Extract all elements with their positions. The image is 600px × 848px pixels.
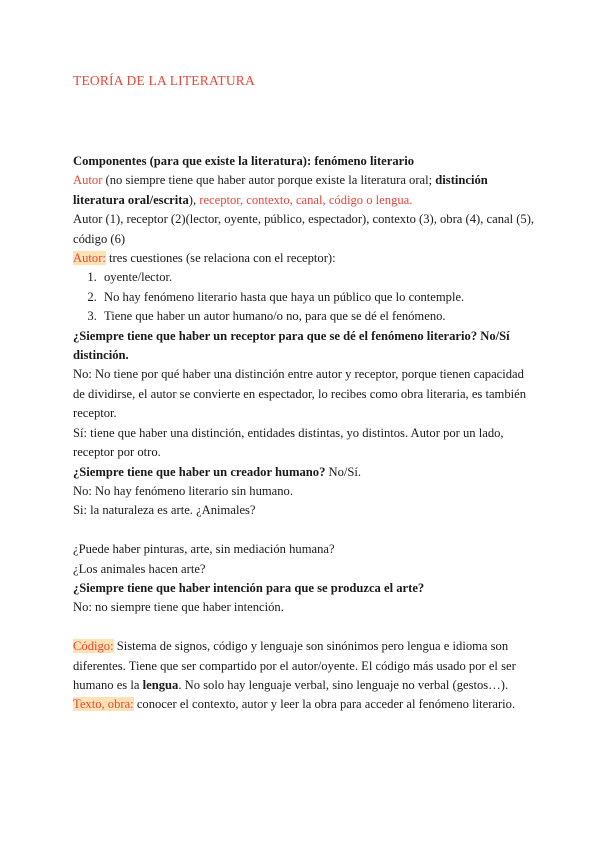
list-item: 3. Tiene que haber un autor humano/o no, para que se dé el fenómeno.: [100, 307, 535, 326]
texto-obra-highlight-label: Texto, obra:: [73, 697, 134, 712]
spacer: [73, 618, 535, 637]
answer-creador-no: No: No hay fenómeno literario sin humano.: [73, 483, 293, 498]
autor-bold-text: distinción literatura oral/escrita: [73, 173, 488, 207]
question-creador: [73, 463, 535, 482]
answer-receptor-no: No: No tiene por qué haber una distinción entre autor y receptor, porque tienen capacidad de dividirse, el autor se convierte en espectador, lo recibes como obra literaria, es también receptor.: [73, 367, 527, 421]
codigo-text-1: Sistema de signos, código y lenguaje son sinónimos pero lengua e idioma son diferentes. Tiene que ser compartido por el autor/oyente. El código más usado por el ser humano es la: [73, 639, 516, 692]
autor-label: Autor: [73, 173, 103, 188]
autor-cuestiones-text: tres cuestiones (se relaciona con el receptor):: [105, 251, 336, 266]
answer-intencion-no: No: no siempre tiene que haber intención.: [73, 600, 284, 615]
codigo-highlight-label: Código:: [73, 639, 114, 654]
cuestiones-list: [73, 268, 535, 326]
texto-obra-text: conocer el contexto, autor y leer la obra para acceder al fenómeno literario.: [133, 697, 516, 712]
codigo-text-2: . No solo hay lenguaje verbal, sino lenguaje no verbal (gestos…).: [178, 677, 509, 692]
question-pinturas: ¿Puede haber pinturas, arte, sin mediación humana?: [73, 542, 335, 557]
spacer: [73, 521, 535, 540]
document-body: [73, 152, 535, 715]
answer-creador-si: Si: la naturaleza es arte. ¿Animales?: [73, 503, 256, 518]
autor-highlight-label: Autor:: [73, 251, 106, 266]
list-item: 1. oyente/lector.: [100, 268, 535, 287]
components-list-paragraph: Autor (1), receptor (2)(lector, oyente, público, espectador), contexto (3), obra (4), canal (5), código (6): [73, 212, 535, 246]
question-creador-rest: No/Sí.: [325, 464, 362, 479]
question-animales: ¿Los animales hacen arte?: [73, 561, 206, 576]
autor-cuestiones-paragraph: [73, 249, 535, 268]
autor-paragraph: [73, 171, 535, 210]
codigo-paragraph: [73, 637, 535, 695]
page-title: TEORÍA DE LA LITERATURA: [73, 73, 255, 88]
section-heading: Componentes (para que existe la literatura): fenómeno literario: [73, 154, 415, 168]
codigo-bold-lengua: lengua: [142, 677, 179, 692]
question-creador-bold: ¿Siempre tiene que haber un creador humano?: [73, 464, 326, 479]
texto-obra-paragraph: [73, 695, 535, 714]
autor-red-tail: receptor, contexto, canal, código o lengua.: [199, 192, 413, 207]
autor-text-1: (no siempre tiene que haber autor porque existe la literatura oral;: [102, 173, 436, 188]
list-item: 2. No hay fenómeno literario hasta que haya un público que lo contemple.: [100, 288, 535, 307]
answer-receptor-si: Sí: tiene que haber una distinción, entidades distintas, yo distintos. Autor por un lado, receptor por otro.: [73, 425, 504, 460]
question-receptor: ¿Siempre tiene que haber un receptor para que se dé el fenómeno literario? No/Sí distinción.: [73, 328, 510, 363]
autor-text-2: ),: [188, 192, 200, 207]
question-intencion: ¿Siempre tiene que haber intención para que se produzca el arte?: [73, 580, 425, 595]
